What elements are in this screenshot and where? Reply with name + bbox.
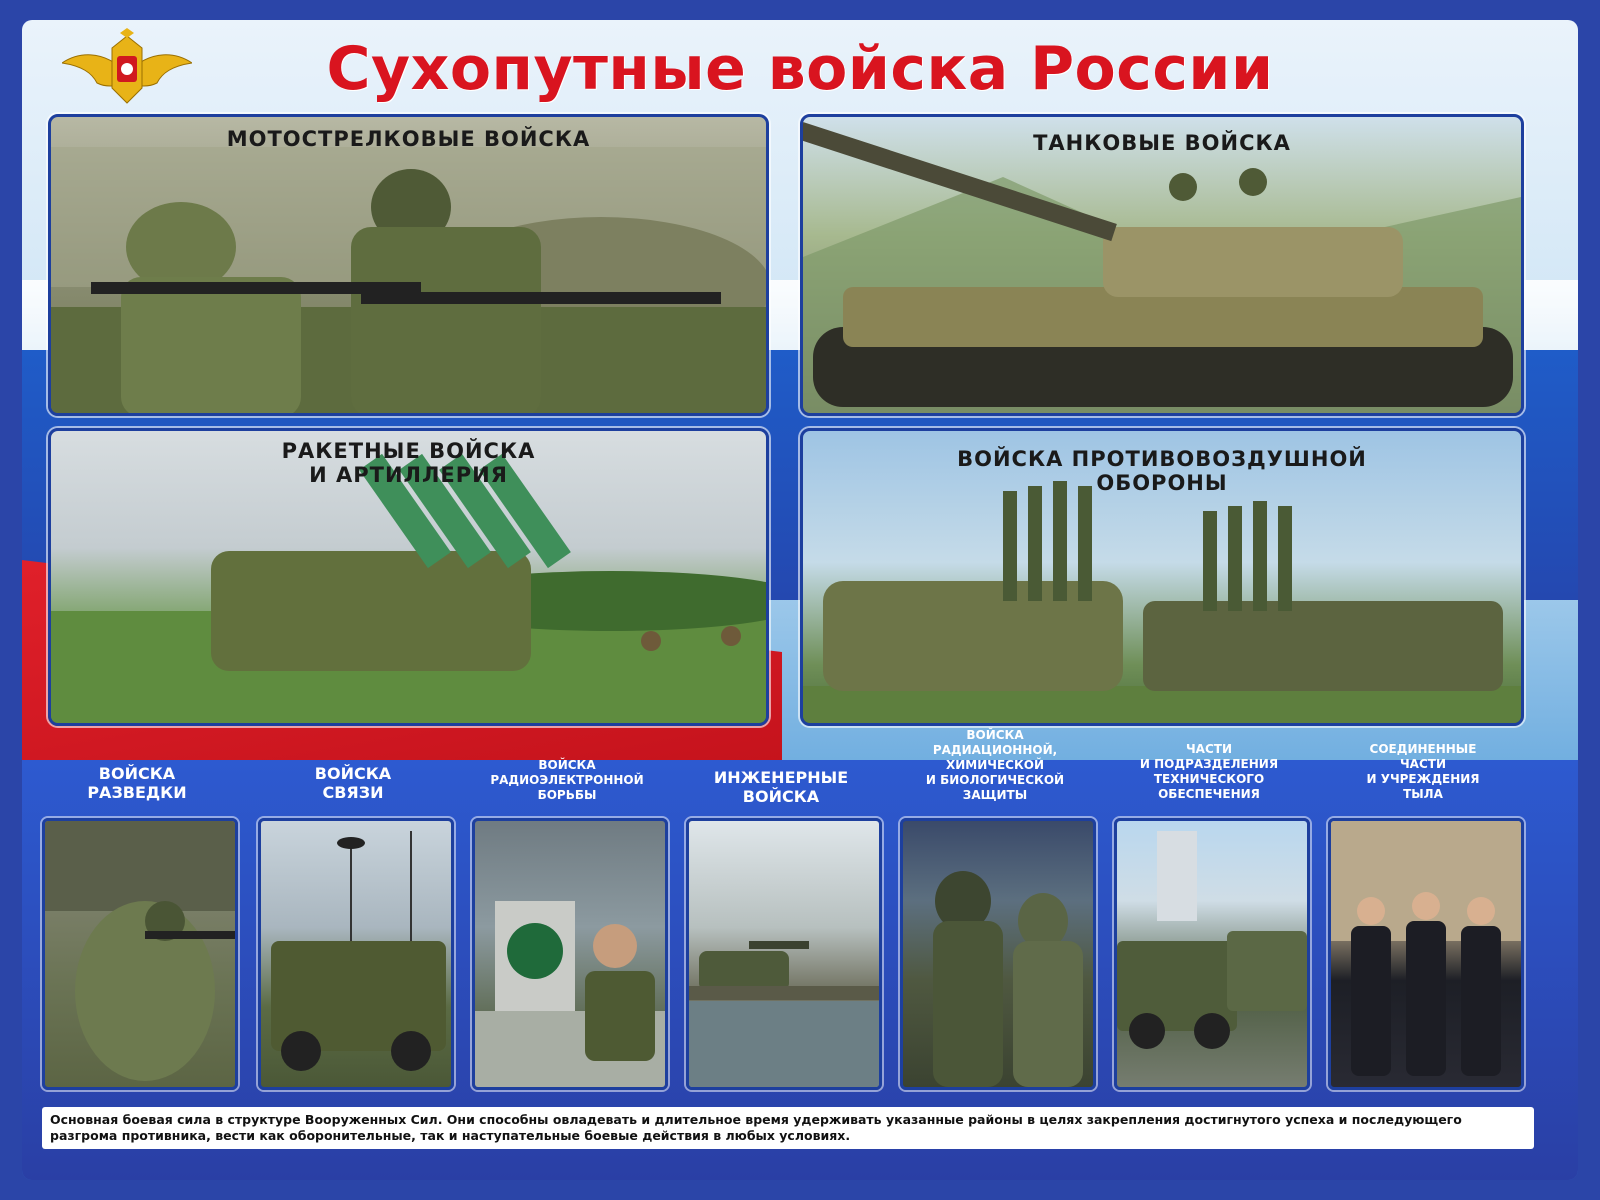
label-engineer-troops: ИНЖЕНЕРНЫЕ ВОЙСКА [713, 768, 849, 806]
label-reconnaissance: ВОЙСКА РАЗВЕДКИ [87, 764, 187, 802]
photo-reconnaissance [42, 818, 238, 1090]
photo-engineer-troops [686, 818, 882, 1090]
label-rcb-defense: ВОЙСКА РАДИАЦИОННОЙ, ХИМИЧЕСКОЙ И БИОЛОГИЧЕСКОЙ ЗАЩИТЫ [925, 728, 1065, 802]
operator-console-illustration [475, 821, 665, 1087]
poster [22, 20, 1578, 1180]
panel-tank-troops [800, 114, 1524, 416]
poster-title: Сухопутные войска России [326, 34, 1274, 104]
description-text: Основная боевая сила в структуре Вооруженных Сил. Они способны овладевать и длительное время удерживать указанные районы в целях закрепления достигнутого успеха и последующего разгрома противника, вести как оборонительные, так и наступательные боевые действия в любых условиях. [42, 1107, 1534, 1149]
panel-caption: ВОЙСКА ПРОТИВОВОЗДУШНОЙ ОБОРОНЫ [957, 447, 1367, 495]
photo-electronic-warfare [472, 818, 668, 1090]
motorized-rifle-illustration [51, 117, 766, 413]
reconnaissance-illustration [45, 821, 235, 1087]
photo-rcb-defense [900, 818, 1096, 1090]
photo-technical-support [1114, 818, 1310, 1090]
technical-vehicles-illustration [1117, 821, 1307, 1087]
label-logistics: СОЕДИНЕННЫЕ ЧАСТИ И УЧРЕЖДЕНИЯ ТЫЛА [1366, 742, 1480, 801]
label-signal-troops: ВОЙСКА СВЯЗИ [314, 764, 392, 802]
panel-caption: ТАНКОВЫЕ ВОЙСКА [1033, 131, 1291, 155]
logistics-personnel-illustration [1331, 821, 1521, 1087]
label-technical-support: ЧАСТИ И ПОДРАЗДЕЛЕНИЯ ТЕХНИЧЕСКОГО ОБЕСПЕЧЕНИЯ [1139, 742, 1279, 801]
tank-illustration [803, 117, 1521, 413]
panel-air-defense-troops [800, 428, 1524, 726]
panel-motorized-rifle-troops [48, 114, 769, 416]
label-electronic-warfare: ВОЙСКА РАДИОЭЛЕКТРОННОЙ БОРЬБЫ [490, 758, 644, 802]
panel-caption: МОТОСТРЕЛКОВЫЕ ВОЙСКА [226, 127, 591, 151]
photo-signal-troops [258, 818, 454, 1090]
panel-missile-artillery-troops [48, 428, 769, 726]
panel-caption: РАКЕТНЫЕ ВОЙСКА И АРТИЛЛЕРИЯ [281, 439, 536, 487]
signal-truck-illustration [261, 821, 451, 1087]
chemical-protection-illustration [903, 821, 1093, 1087]
photo-logistics [1328, 818, 1524, 1090]
engineer-bridge-illustration [689, 821, 879, 1087]
